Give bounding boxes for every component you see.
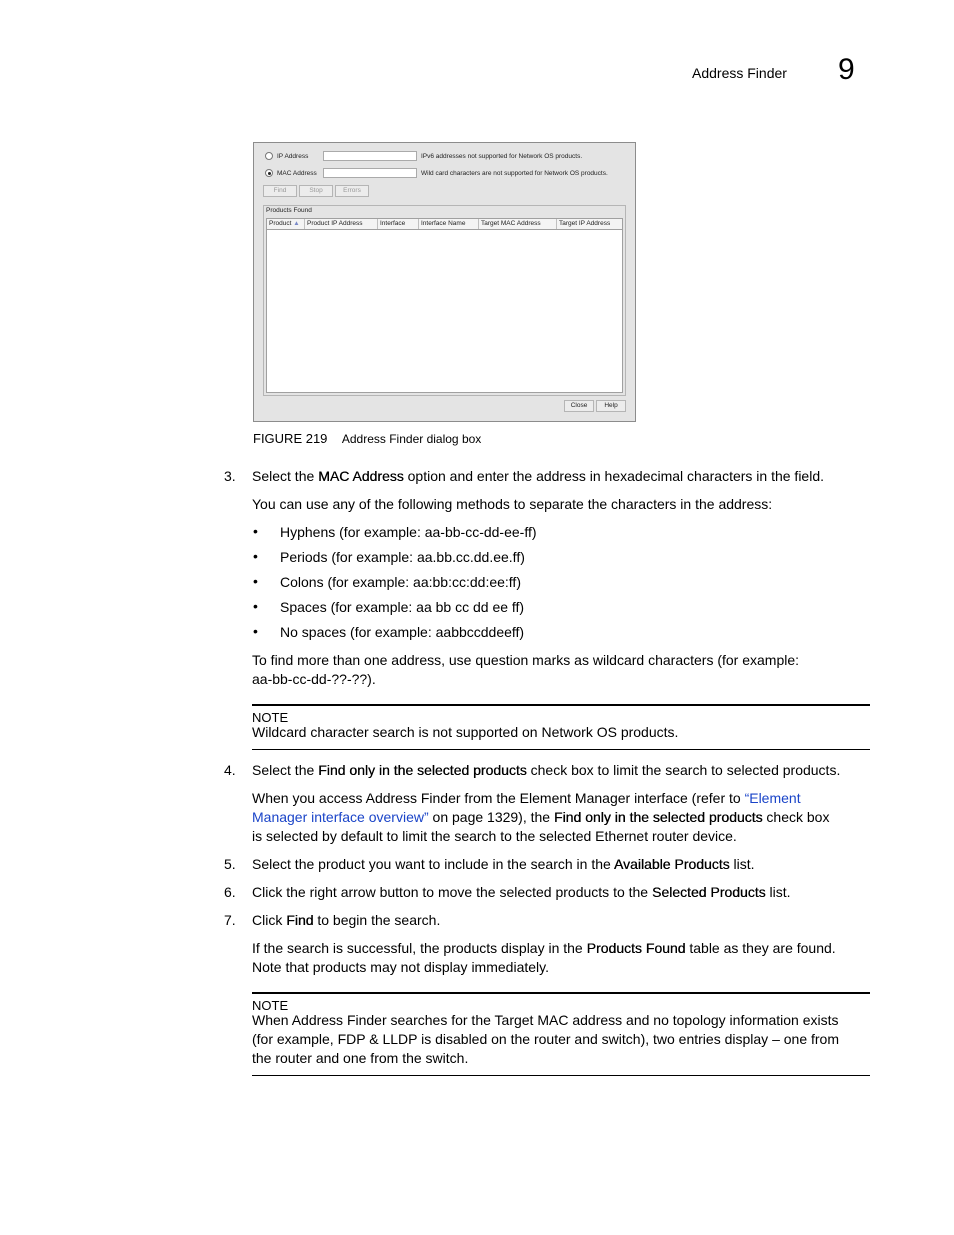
bullet-icon: •: [253, 598, 258, 614]
step-number: 7.: [224, 912, 236, 928]
address-finder-dialog: [253, 142, 636, 422]
text: Click the right arrow button to move the selected products to the: [252, 884, 652, 900]
column-interface-name[interactable]: Interface Name: [419, 219, 479, 229]
text: to begin the search.: [313, 912, 441, 928]
bold-term: Products Found: [586, 940, 686, 956]
ip-address-label: IP Address: [277, 152, 309, 160]
element-manager-paragraph: [252, 789, 829, 846]
step4-text: [252, 761, 840, 780]
note-top-rule: [252, 704, 870, 706]
products-found-label: Products Found: [266, 207, 312, 214]
note-body: Wildcard character search is not supported on Network OS products.: [252, 724, 679, 740]
column-target-ip[interactable]: Target IP Address: [559, 220, 611, 227]
mac-address-option[interactable]: [265, 169, 317, 177]
text-line: When Address Finder searches for the Target MAC address and no topology information exists: [252, 1012, 839, 1028]
text: Select the: [252, 762, 319, 778]
column-product-ip[interactable]: Product IP Address: [305, 219, 378, 229]
text: list.: [765, 884, 791, 900]
chapter-number: 9: [838, 53, 855, 86]
text: check box: [762, 809, 830, 825]
step7-text: [252, 911, 440, 930]
step-number: 3.: [224, 468, 236, 484]
note-title: NOTE: [252, 710, 289, 725]
text-line: [252, 939, 836, 958]
bold-term: Find only in the selected products: [553, 809, 763, 825]
column-label: Product: [269, 220, 292, 227]
list-item: Hyphens (for example: aa-bb-cc-dd-ee-ff): [280, 524, 537, 540]
methods-intro: You can use any of the following methods to separate the characters in the address:: [252, 496, 773, 512]
text: When you access Address Finder from the Element Manager interface (refer to: [252, 790, 745, 806]
ip-address-option[interactable]: [265, 152, 308, 160]
ip-hint: IPv6 addresses not supported for Network OS products.: [421, 153, 583, 160]
radio-selected-icon[interactable]: [265, 169, 273, 177]
text: list.: [729, 856, 755, 872]
step-number: 6.: [224, 884, 236, 900]
figure-title: Address Finder dialog box: [341, 432, 482, 446]
cross-reference-link[interactable]: “Element: [744, 790, 801, 806]
text-line: Note that products may not display immediately.: [252, 959, 549, 975]
ip-address-field[interactable]: [323, 151, 417, 161]
sort-ascending-icon[interactable]: ▲: [293, 220, 300, 227]
column-target-mac[interactable]: Target MAC Address: [479, 219, 557, 229]
note-top-rule: [252, 992, 870, 994]
text-line: [252, 789, 829, 808]
text-line: To find more than one address, use question marks as wildcard characters (for example:: [252, 652, 800, 668]
figure-caption: [253, 431, 481, 446]
stop-button[interactable]: Stop: [299, 185, 333, 197]
column-product[interactable]: [267, 219, 305, 229]
close-button[interactable]: Close: [564, 400, 594, 412]
column-interface[interactable]: Interface: [378, 219, 419, 229]
text: option and enter the address in hexadecimal characters in the field.: [403, 468, 825, 484]
step6-text: [252, 883, 791, 902]
radio-icon[interactable]: [265, 152, 273, 160]
text: If the search is successful, the products display in the: [252, 940, 587, 956]
step5-text: [252, 855, 755, 874]
products-found-table[interactable]: [266, 218, 623, 393]
help-button[interactable]: Help: [596, 400, 626, 412]
text-line: [252, 808, 829, 827]
find-button[interactable]: Find: [263, 185, 297, 197]
text-line: is selected by default to limit the search to the selected Ethernet router device.: [252, 828, 737, 844]
list-item: Colons (for example: aa:bb:cc:dd:ee:ff): [280, 574, 521, 590]
text: Select the product you want to include in the search in the: [252, 856, 614, 872]
text: table as they are found.: [685, 940, 836, 956]
cross-reference-link[interactable]: Manager interface overview”: [252, 809, 429, 825]
bold-term: MAC Address: [318, 468, 404, 484]
search-result-paragraph: [252, 939, 836, 977]
text-line: (for example, FDP & LLDP is disabled on the router and switch), two entries display – one from: [252, 1031, 839, 1047]
bullet-icon: •: [253, 623, 258, 639]
mac-hint: Wild card characters are not supported for Network OS products.: [421, 170, 608, 177]
products-found-group: [263, 205, 626, 396]
list-item: No spaces (for example: aabbccddeeff): [280, 624, 525, 640]
bullet-icon: •: [253, 548, 258, 564]
mac-address-field[interactable]: [323, 168, 417, 178]
bullet-icon: •: [253, 573, 258, 589]
bold-term: Selected Products: [651, 884, 766, 900]
bold-term: Available Products: [613, 856, 730, 872]
text: Click: [252, 912, 287, 928]
list-item: Spaces (for example: aa bb cc dd ee ff): [280, 599, 525, 615]
running-header: Address Finder: [692, 65, 787, 81]
mac-address-label: MAC Address: [277, 169, 317, 177]
bold-term: Find: [286, 912, 314, 928]
bold-term: Find only in the selected products: [318, 762, 527, 778]
list-item: Periods (for example: aa.bb.cc.dd.ee.ff): [280, 549, 525, 565]
note-bottom-rule: [252, 1075, 870, 1076]
text: Select the: [252, 468, 319, 484]
wildcard-paragraph: [252, 651, 799, 689]
text: check box to limit the search to selected products.: [526, 762, 841, 778]
bullet-icon: •: [253, 523, 258, 539]
step-number: 5.: [224, 856, 236, 872]
table-header: [267, 219, 622, 230]
text-line: the router and one from the switch.: [252, 1050, 469, 1066]
step3-text: [252, 467, 824, 486]
errors-button[interactable]: Errors: [335, 185, 369, 197]
text: on page 1329), the: [428, 809, 554, 825]
note-title: NOTE: [252, 998, 289, 1013]
note-body: [252, 1011, 839, 1068]
step-number: 4.: [224, 762, 236, 778]
figure-label: FIGURE 219: [253, 431, 328, 446]
text-line: aa-bb-cc-dd-??-??).: [252, 671, 376, 687]
note-bottom-rule: [252, 749, 870, 750]
